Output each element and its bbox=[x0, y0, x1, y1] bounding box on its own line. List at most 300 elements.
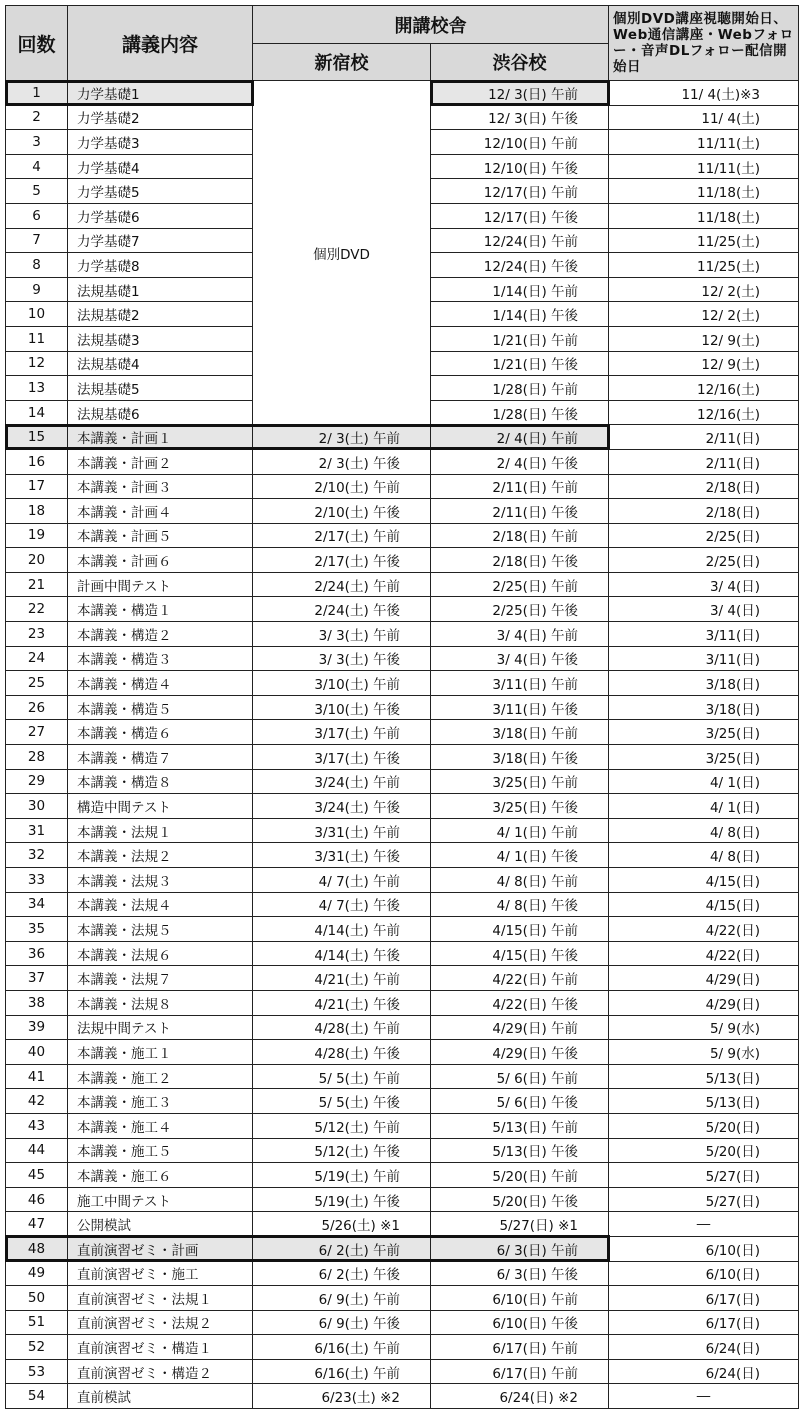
shibuya-date: 3/25(日) 午後 bbox=[431, 794, 609, 819]
lecture-title: 本講義・計画２ bbox=[68, 449, 253, 474]
shibuya-date: 3/11(日) 午後 bbox=[431, 695, 609, 720]
shibuya-date: 1/21(日) 午前 bbox=[431, 326, 609, 351]
dvd-start-date: 5/13(日) bbox=[609, 1064, 799, 1089]
shinjuku-date: 2/ 3(土) 午前 bbox=[253, 425, 431, 450]
table-row bbox=[6, 572, 799, 597]
dvd-start-date: 4/15(日) bbox=[609, 892, 799, 917]
lecture-title: 本講義・計画３ bbox=[68, 474, 253, 499]
table-row bbox=[6, 1212, 799, 1237]
table-row bbox=[6, 1261, 799, 1286]
dvd-start-date: 11/18(土) bbox=[609, 179, 799, 204]
lecture-title: 本講義・施工１ bbox=[68, 1040, 253, 1065]
table-row bbox=[6, 425, 799, 450]
shibuya-date: 2/18(日) 午前 bbox=[431, 523, 609, 548]
table-row bbox=[6, 646, 799, 671]
dvd-start-date: 5/27(日) bbox=[609, 1187, 799, 1212]
row-number: 26 bbox=[6, 695, 68, 720]
shinjuku-date: 4/14(土) 午後 bbox=[253, 941, 431, 966]
shibuya-date: 4/15(日) 午前 bbox=[431, 917, 609, 942]
lecture-title: 本講義・構造２ bbox=[68, 622, 253, 647]
dvd-start-date: 3/25(日) bbox=[609, 720, 799, 745]
lecture-title: 施工中間テスト bbox=[68, 1187, 253, 1212]
row-number: 43 bbox=[6, 1113, 68, 1138]
shinjuku-date: 5/12(土) 午後 bbox=[253, 1138, 431, 1163]
dvd-start-date: 2/11(日) bbox=[609, 425, 799, 450]
dvd-start-date: 6/10(日) bbox=[609, 1236, 799, 1261]
row-number: 42 bbox=[6, 1089, 68, 1114]
shinjuku-date: 5/12(土) 午前 bbox=[253, 1113, 431, 1138]
shibuya-date: 5/20(日) 午前 bbox=[431, 1163, 609, 1188]
lecture-title: 本講義・構造１ bbox=[68, 597, 253, 622]
row-number: 53 bbox=[6, 1359, 68, 1384]
lecture-title: 本講義・法規８ bbox=[68, 990, 253, 1015]
shibuya-date: 3/25(日) 午前 bbox=[431, 769, 609, 794]
dvd-start-date: 6/17(日) bbox=[609, 1286, 799, 1311]
table-row bbox=[6, 892, 799, 917]
shibuya-date: 5/13(日) 午前 bbox=[431, 1113, 609, 1138]
shibuya-date: 4/22(日) 午後 bbox=[431, 990, 609, 1015]
shinjuku-date: 3/17(土) 午後 bbox=[253, 745, 431, 770]
table-row bbox=[6, 548, 799, 573]
row-number: 15 bbox=[6, 425, 68, 450]
shinjuku-date: 3/ 3(土) 午前 bbox=[253, 622, 431, 647]
shinjuku-date: 4/ 7(土) 午後 bbox=[253, 892, 431, 917]
table-row bbox=[6, 1359, 799, 1384]
dvd-start-date: 6/24(日) bbox=[609, 1359, 799, 1384]
table-body bbox=[6, 81, 799, 1409]
table-row bbox=[6, 1310, 799, 1335]
lecture-title: 直前演習ゼミ・法規１ bbox=[68, 1286, 253, 1311]
lecture-title: 本講義・計画４ bbox=[68, 499, 253, 524]
shibuya-date: 2/11(日) 午後 bbox=[431, 499, 609, 524]
shinjuku-date: 5/ 5(土) 午前 bbox=[253, 1064, 431, 1089]
table-row bbox=[6, 843, 799, 868]
row-number: 41 bbox=[6, 1064, 68, 1089]
row-number: 8 bbox=[6, 253, 68, 278]
dvd-start-date: 2/18(日) bbox=[609, 474, 799, 499]
row-number: 54 bbox=[6, 1384, 68, 1409]
shinjuku-date: 4/28(土) 午後 bbox=[253, 1040, 431, 1065]
lecture-title: 直前演習ゼミ・法規２ bbox=[68, 1310, 253, 1335]
table-row bbox=[6, 720, 799, 745]
dvd-start-date: 2/25(日) bbox=[609, 523, 799, 548]
row-number: 22 bbox=[6, 597, 68, 622]
shinjuku-date: 2/17(土) 午前 bbox=[253, 523, 431, 548]
shibuya-date: 6/10(日) 午後 bbox=[431, 1310, 609, 1335]
shinjuku-date: 5/26(土) ※1 bbox=[253, 1212, 431, 1237]
table-row bbox=[6, 1064, 799, 1089]
row-number: 36 bbox=[6, 941, 68, 966]
lecture-title: 本講義・法規５ bbox=[68, 917, 253, 942]
shibuya-date: 4/29(日) 午前 bbox=[431, 1015, 609, 1040]
shibuya-date: 4/ 1(日) 午後 bbox=[431, 843, 609, 868]
row-number: 30 bbox=[6, 794, 68, 819]
row-number: 48 bbox=[6, 1236, 68, 1261]
shibuya-date: 3/ 4(日) 午後 bbox=[431, 646, 609, 671]
shibuya-date: 4/22(日) 午前 bbox=[431, 966, 609, 991]
shibuya-date: 1/14(日) 午前 bbox=[431, 277, 609, 302]
row-number: 21 bbox=[6, 572, 68, 597]
table-row bbox=[6, 1138, 799, 1163]
table-row bbox=[6, 449, 799, 474]
shinjuku-date: 4/ 7(土) 午前 bbox=[253, 868, 431, 893]
row-number: 32 bbox=[6, 843, 68, 868]
shinjuku-date: 6/16(土) 午前 bbox=[253, 1335, 431, 1360]
row-number: 35 bbox=[6, 917, 68, 942]
shibuya-date: 4/ 8(日) 午後 bbox=[431, 892, 609, 917]
dvd-start-date: 5/27(日) bbox=[609, 1163, 799, 1188]
row-number: 19 bbox=[6, 523, 68, 548]
row-number: 23 bbox=[6, 622, 68, 647]
dvd-start-date: 12/ 9(土) bbox=[609, 326, 799, 351]
header-shibuya: 渋谷校 bbox=[431, 44, 609, 81]
shinjuku-date: 5/ 5(土) 午後 bbox=[253, 1089, 431, 1114]
table-header bbox=[6, 6, 799, 81]
table-row bbox=[6, 745, 799, 770]
shinjuku-date: 6/ 2(土) 午前 bbox=[253, 1236, 431, 1261]
shibuya-date: 12/ 3(日) 午後 bbox=[431, 105, 609, 130]
shinjuku-individual-dvd: 個別DVD bbox=[253, 81, 431, 425]
shinjuku-date: 2/17(土) 午後 bbox=[253, 548, 431, 573]
shibuya-date: 5/ 6(日) 午後 bbox=[431, 1089, 609, 1114]
row-number: 44 bbox=[6, 1138, 68, 1163]
lecture-title: 法規基礎1 bbox=[68, 277, 253, 302]
shinjuku-date: 4/14(土) 午前 bbox=[253, 917, 431, 942]
shibuya-date: 6/ 3(日) 午後 bbox=[431, 1261, 609, 1286]
row-number: 2 bbox=[6, 105, 68, 130]
lecture-title: 法規基礎5 bbox=[68, 376, 253, 401]
table-row bbox=[6, 499, 799, 524]
shibuya-date: 12/10(日) 午前 bbox=[431, 130, 609, 155]
table-row bbox=[6, 1384, 799, 1409]
lecture-title: 法規基礎3 bbox=[68, 326, 253, 351]
table-row bbox=[6, 1286, 799, 1311]
dvd-start-date: 3/ 4(日) bbox=[609, 572, 799, 597]
shinjuku-date: 3/31(土) 午後 bbox=[253, 843, 431, 868]
shibuya-date: 1/28(日) 午前 bbox=[431, 376, 609, 401]
dvd-start-date: 12/16(土) bbox=[609, 400, 799, 425]
row-number: 51 bbox=[6, 1310, 68, 1335]
shibuya-date: 3/18(日) 午前 bbox=[431, 720, 609, 745]
table-row bbox=[6, 818, 799, 843]
row-number: 9 bbox=[6, 277, 68, 302]
lecture-title: 力学基礎4 bbox=[68, 154, 253, 179]
table-row bbox=[6, 81, 799, 106]
lecture-title: 計画中間テスト bbox=[68, 572, 253, 597]
table-row bbox=[6, 474, 799, 499]
shinjuku-date: 6/ 9(土) 午後 bbox=[253, 1310, 431, 1335]
row-number: 1 bbox=[6, 81, 68, 106]
shibuya-date: 2/25(日) 午後 bbox=[431, 597, 609, 622]
dvd-start-date: 3/11(日) bbox=[609, 646, 799, 671]
row-number: 27 bbox=[6, 720, 68, 745]
dvd-start-date: 4/29(日) bbox=[609, 966, 799, 991]
shibuya-date: 6/17(日) 午前 bbox=[431, 1335, 609, 1360]
lecture-title: 法規基礎6 bbox=[68, 400, 253, 425]
dvd-start-date: 11/11(土) bbox=[609, 130, 799, 155]
table-row bbox=[6, 794, 799, 819]
lecture-title: 本講義・計画６ bbox=[68, 548, 253, 573]
lecture-title: 力学基礎2 bbox=[68, 105, 253, 130]
lecture-title: 力学基礎8 bbox=[68, 253, 253, 278]
table-row bbox=[6, 597, 799, 622]
lecture-title: 直前演習ゼミ・構造２ bbox=[68, 1359, 253, 1384]
dvd-start-date: 2/11(日) bbox=[609, 449, 799, 474]
shibuya-date: 12/24(日) 午後 bbox=[431, 253, 609, 278]
table-row bbox=[6, 1236, 799, 1261]
row-number: 49 bbox=[6, 1261, 68, 1286]
dvd-start-date: 4/ 8(日) bbox=[609, 818, 799, 843]
dvd-start-date: 3/18(日) bbox=[609, 695, 799, 720]
dvd-start-date: 4/ 8(日) bbox=[609, 843, 799, 868]
shinjuku-date: 4/28(土) 午前 bbox=[253, 1015, 431, 1040]
lecture-title: 本講義・法規２ bbox=[68, 843, 253, 868]
dvd-start-date: 6/24(日) bbox=[609, 1335, 799, 1360]
lecture-title: 法規中間テスト bbox=[68, 1015, 253, 1040]
lecture-title: 本講義・構造５ bbox=[68, 695, 253, 720]
shibuya-date: 12/10(日) 午後 bbox=[431, 154, 609, 179]
row-number: 18 bbox=[6, 499, 68, 524]
table-row bbox=[6, 1015, 799, 1040]
lecture-title: 本講義・構造８ bbox=[68, 769, 253, 794]
table-row bbox=[6, 671, 799, 696]
dvd-start-date: 11/ 4(土) bbox=[609, 105, 799, 130]
header-shinjuku: 新宿校 bbox=[253, 44, 431, 81]
shinjuku-date: 2/24(土) 午前 bbox=[253, 572, 431, 597]
dvd-start-date: 5/20(日) bbox=[609, 1113, 799, 1138]
lecture-title: 本講義・構造７ bbox=[68, 745, 253, 770]
shibuya-date: 2/18(日) 午後 bbox=[431, 548, 609, 573]
shibuya-date: 1/14(日) 午後 bbox=[431, 302, 609, 327]
row-number: 52 bbox=[6, 1335, 68, 1360]
shinjuku-date: 2/ 3(土) 午後 bbox=[253, 449, 431, 474]
shinjuku-date: 3/24(土) 午後 bbox=[253, 794, 431, 819]
row-number: 6 bbox=[6, 203, 68, 228]
shibuya-date: 5/27(日) ※1 bbox=[431, 1212, 609, 1237]
row-number: 47 bbox=[6, 1212, 68, 1237]
shinjuku-date: 6/ 2(土) 午後 bbox=[253, 1261, 431, 1286]
row-number: 3 bbox=[6, 130, 68, 155]
header-dvd-start: 個別DVD講座視聴開始日、Web通信講座・Webフォロー・音声DLフォロー配信開始日 bbox=[609, 6, 799, 81]
table-row bbox=[6, 523, 799, 548]
lecture-title: 本講義・法規４ bbox=[68, 892, 253, 917]
shibuya-date: 2/ 4(日) 午前 bbox=[431, 425, 609, 450]
row-number: 39 bbox=[6, 1015, 68, 1040]
row-number: 10 bbox=[6, 302, 68, 327]
row-number: 31 bbox=[6, 818, 68, 843]
shibuya-date: 3/18(日) 午後 bbox=[431, 745, 609, 770]
lecture-title: 力学基礎7 bbox=[68, 228, 253, 253]
shinjuku-date: 2/10(土) 午前 bbox=[253, 474, 431, 499]
row-number: 20 bbox=[6, 548, 68, 573]
shinjuku-date: 3/10(土) 午前 bbox=[253, 671, 431, 696]
header-campus-group: 開講校舎 bbox=[253, 6, 609, 44]
shibuya-date: 12/17(日) 午前 bbox=[431, 179, 609, 204]
shinjuku-date: 6/ 9(土) 午前 bbox=[253, 1286, 431, 1311]
shibuya-date: 2/25(日) 午前 bbox=[431, 572, 609, 597]
table-row bbox=[6, 769, 799, 794]
shinjuku-date: 6/23(土) ※2 bbox=[253, 1384, 431, 1409]
lecture-title: 本講義・計画５ bbox=[68, 523, 253, 548]
lecture-title: 本講義・施工３ bbox=[68, 1089, 253, 1114]
table-row bbox=[6, 1187, 799, 1212]
shibuya-date: 1/28(日) 午後 bbox=[431, 400, 609, 425]
row-number: 46 bbox=[6, 1187, 68, 1212]
table-row bbox=[6, 1089, 799, 1114]
shibuya-date: 4/ 1(日) 午前 bbox=[431, 818, 609, 843]
shibuya-date: 1/21(日) 午後 bbox=[431, 351, 609, 376]
table-row bbox=[6, 941, 799, 966]
table-row bbox=[6, 1163, 799, 1188]
dvd-start-date: 5/ 9(水) bbox=[609, 1040, 799, 1065]
table-row bbox=[6, 1113, 799, 1138]
table-row bbox=[6, 1335, 799, 1360]
header-lecture-title: 講義内容 bbox=[68, 6, 253, 81]
lecture-title: 本講義・構造４ bbox=[68, 671, 253, 696]
shibuya-date: 6/10(日) 午前 bbox=[431, 1286, 609, 1311]
row-number: 4 bbox=[6, 154, 68, 179]
shibuya-date: 2/11(日) 午前 bbox=[431, 474, 609, 499]
dvd-start-date: 12/ 2(土) bbox=[609, 302, 799, 327]
shibuya-date: 12/ 3(日) 午前 bbox=[431, 81, 609, 106]
table-row bbox=[6, 917, 799, 942]
dvd-start-date: ― bbox=[609, 1384, 799, 1409]
dvd-start-date: 11/ 4(土)※3 bbox=[609, 81, 799, 106]
shibuya-date: 5/20(日) 午後 bbox=[431, 1187, 609, 1212]
shinjuku-date: 3/24(土) 午前 bbox=[253, 769, 431, 794]
shinjuku-date: 4/21(土) 午後 bbox=[253, 990, 431, 1015]
shinjuku-date: 5/19(土) 午前 bbox=[253, 1163, 431, 1188]
dvd-start-date: 3/ 4(日) bbox=[609, 597, 799, 622]
row-number: 7 bbox=[6, 228, 68, 253]
shibuya-date: 4/15(日) 午後 bbox=[431, 941, 609, 966]
shinjuku-date: 6/16(土) 午前 bbox=[253, 1359, 431, 1384]
row-number: 45 bbox=[6, 1163, 68, 1188]
table-row bbox=[6, 622, 799, 647]
dvd-start-date: 5/13(日) bbox=[609, 1089, 799, 1114]
lecture-title: 本講義・法規３ bbox=[68, 868, 253, 893]
lecture-title: 構造中間テスト bbox=[68, 794, 253, 819]
lecture-title: 力学基礎3 bbox=[68, 130, 253, 155]
dvd-start-date: 3/18(日) bbox=[609, 671, 799, 696]
dvd-start-date: 11/18(土) bbox=[609, 203, 799, 228]
lecture-title: 本講義・施工６ bbox=[68, 1163, 253, 1188]
lecture-title: 本講義・計画１ bbox=[68, 425, 253, 450]
lecture-title: 本講義・構造３ bbox=[68, 646, 253, 671]
row-number: 29 bbox=[6, 769, 68, 794]
shibuya-date: 3/11(日) 午前 bbox=[431, 671, 609, 696]
shibuya-date: 4/ 8(日) 午前 bbox=[431, 868, 609, 893]
row-number: 50 bbox=[6, 1286, 68, 1311]
shinjuku-date: 2/10(土) 午後 bbox=[253, 499, 431, 524]
shibuya-date: 5/ 6(日) 午前 bbox=[431, 1064, 609, 1089]
lecture-title: 法規基礎2 bbox=[68, 302, 253, 327]
row-number: 38 bbox=[6, 990, 68, 1015]
dvd-start-date: 6/10(日) bbox=[609, 1261, 799, 1286]
table-row bbox=[6, 990, 799, 1015]
header-number: 回数 bbox=[6, 6, 68, 81]
table-row bbox=[6, 1040, 799, 1065]
shinjuku-date: 4/21(土) 午前 bbox=[253, 966, 431, 991]
shibuya-date: 6/24(日) ※2 bbox=[431, 1384, 609, 1409]
shibuya-date: 6/17(日) 午前 bbox=[431, 1359, 609, 1384]
table-row bbox=[6, 868, 799, 893]
shibuya-date: 4/29(日) 午後 bbox=[431, 1040, 609, 1065]
row-number: 11 bbox=[6, 326, 68, 351]
lecture-title: 本講義・法規６ bbox=[68, 941, 253, 966]
lecture-title: 本講義・法規７ bbox=[68, 966, 253, 991]
shibuya-date: 2/ 4(日) 午後 bbox=[431, 449, 609, 474]
dvd-start-date: 4/22(日) bbox=[609, 917, 799, 942]
row-number: 16 bbox=[6, 449, 68, 474]
shibuya-date: 5/13(日) 午後 bbox=[431, 1138, 609, 1163]
dvd-start-date: 4/29(日) bbox=[609, 990, 799, 1015]
dvd-start-date: 12/ 9(土) bbox=[609, 351, 799, 376]
lecture-title: 直前演習ゼミ・構造１ bbox=[68, 1335, 253, 1360]
shibuya-date: 3/ 4(日) 午前 bbox=[431, 622, 609, 647]
row-number: 5 bbox=[6, 179, 68, 204]
dvd-start-date: 2/25(日) bbox=[609, 548, 799, 573]
dvd-start-date: 12/ 2(土) bbox=[609, 277, 799, 302]
shinjuku-date: 3/ 3(土) 午後 bbox=[253, 646, 431, 671]
dvd-start-date: 3/11(日) bbox=[609, 622, 799, 647]
dvd-start-date: 11/25(土) bbox=[609, 228, 799, 253]
dvd-start-date: 11/11(土) bbox=[609, 154, 799, 179]
schedule-table bbox=[5, 5, 799, 1409]
dvd-start-date: 4/ 1(日) bbox=[609, 769, 799, 794]
row-number: 14 bbox=[6, 400, 68, 425]
row-number: 37 bbox=[6, 966, 68, 991]
table-row bbox=[6, 695, 799, 720]
shibuya-date: 12/24(日) 午前 bbox=[431, 228, 609, 253]
lecture-title: 力学基礎6 bbox=[68, 203, 253, 228]
dvd-start-date: 5/20(日) bbox=[609, 1138, 799, 1163]
shinjuku-date: 3/10(土) 午後 bbox=[253, 695, 431, 720]
table-row bbox=[6, 966, 799, 991]
dvd-start-date: 4/22(日) bbox=[609, 941, 799, 966]
row-number: 33 bbox=[6, 868, 68, 893]
lecture-title: 本講義・施工２ bbox=[68, 1064, 253, 1089]
lecture-title: 本講義・施工４ bbox=[68, 1113, 253, 1138]
dvd-start-date: 4/15(日) bbox=[609, 868, 799, 893]
shinjuku-date: 5/19(土) 午後 bbox=[253, 1187, 431, 1212]
lecture-title: 力学基礎5 bbox=[68, 179, 253, 204]
lecture-title: 直前演習ゼミ・施工 bbox=[68, 1261, 253, 1286]
shibuya-date: 12/17(日) 午後 bbox=[431, 203, 609, 228]
dvd-start-date: 6/17(日) bbox=[609, 1310, 799, 1335]
shinjuku-date: 3/31(土) 午前 bbox=[253, 818, 431, 843]
lecture-title: 法規基礎4 bbox=[68, 351, 253, 376]
row-number: 13 bbox=[6, 376, 68, 401]
dvd-start-date: 11/25(土) bbox=[609, 253, 799, 278]
shinjuku-date: 3/17(土) 午前 bbox=[253, 720, 431, 745]
shinjuku-date: 2/24(土) 午後 bbox=[253, 597, 431, 622]
row-number: 24 bbox=[6, 646, 68, 671]
row-number: 34 bbox=[6, 892, 68, 917]
dvd-start-date: 3/25(日) bbox=[609, 745, 799, 770]
row-number: 28 bbox=[6, 745, 68, 770]
shibuya-date: 6/ 3(日) 午前 bbox=[431, 1236, 609, 1261]
row-number: 17 bbox=[6, 474, 68, 499]
row-number: 40 bbox=[6, 1040, 68, 1065]
lecture-title: 本講義・法規１ bbox=[68, 818, 253, 843]
dvd-start-date: ― bbox=[609, 1212, 799, 1237]
dvd-start-date: 12/16(土) bbox=[609, 376, 799, 401]
lecture-title: 直前演習ゼミ・計画 bbox=[68, 1236, 253, 1261]
lecture-title: 力学基礎1 bbox=[68, 81, 253, 106]
dvd-start-date: 4/ 1(日) bbox=[609, 794, 799, 819]
dvd-start-date: 5/ 9(水) bbox=[609, 1015, 799, 1040]
